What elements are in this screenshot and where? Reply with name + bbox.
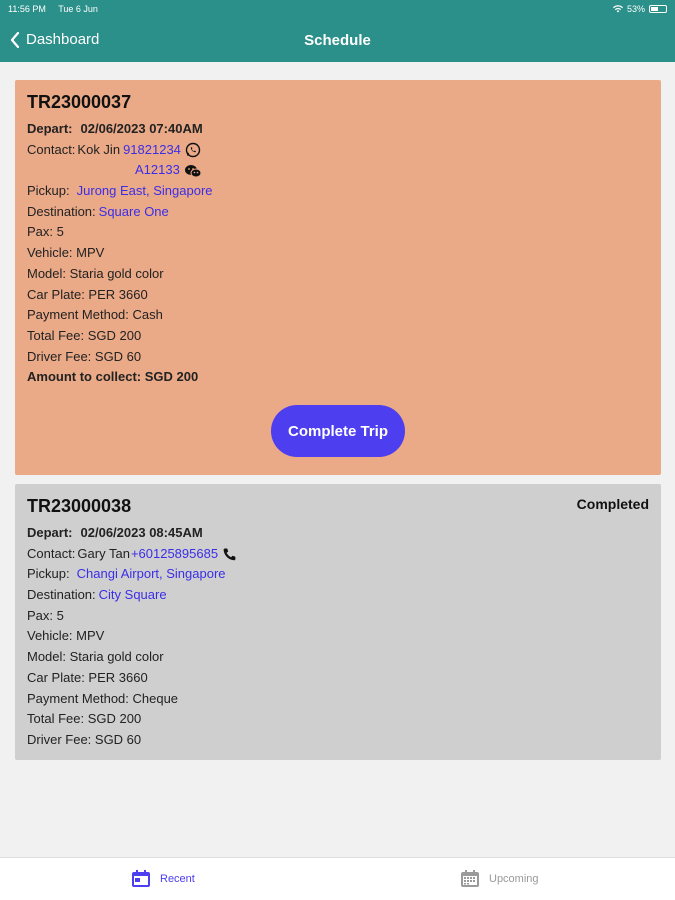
destination-link[interactable]: City Square	[98, 587, 167, 603]
payment-method-text: Payment Method: Cheque	[27, 690, 179, 706]
tab-bar	[0, 857, 675, 900]
depart-label: Depart:	[27, 121, 73, 136]
contact-label: Contact:	[27, 141, 76, 157]
back-label: Dashboard	[26, 31, 100, 48]
pickup-row	[27, 181, 649, 202]
wifi-icon	[613, 5, 623, 13]
phone-icon[interactable]	[222, 547, 237, 562]
wechat-icon[interactable]	[184, 164, 202, 178]
status-date: Tue 6 Jun	[58, 4, 98, 14]
trip-id: TR23000038	[27, 496, 132, 516]
destination-row	[27, 585, 649, 606]
contact-row	[27, 544, 649, 565]
contact-name: Kok Jin	[77, 141, 121, 157]
car-plate-text: Car Plate: PER 3660	[27, 669, 148, 685]
tab-recent-label: Recent	[160, 873, 195, 885]
model-text: Model: Staria gold color	[27, 649, 164, 665]
battery-icon	[649, 5, 667, 13]
vehicle-text: Vehicle: MPV	[27, 628, 105, 644]
trip-card-active	[15, 80, 661, 475]
destination-link[interactable]: Square One	[98, 203, 169, 219]
pickup-link[interactable]: Jurong East, Singapore	[76, 183, 213, 199]
tab-recent[interactable]	[131, 870, 195, 888]
depart-label: Depart:	[27, 525, 73, 540]
status-time: 11:56 PM	[8, 4, 46, 14]
pickup-label: Pickup:	[27, 566, 70, 582]
tab-upcoming-label: Upcoming	[489, 873, 539, 885]
contact-label: Contact:	[27, 545, 76, 561]
pax-text: Pax: 5	[27, 607, 64, 623]
contact-wechat-link[interactable]: A12133	[135, 162, 180, 178]
status-bar	[0, 0, 675, 18]
nav-bar	[0, 18, 675, 62]
contact-phone-link[interactable]: 91821234	[123, 141, 181, 157]
vehicle-text: Vehicle: MPV	[27, 245, 105, 261]
pickup-row	[27, 564, 649, 585]
depart-row	[27, 523, 649, 544]
pickup-label: Pickup:	[27, 183, 70, 199]
whatsapp-icon[interactable]	[185, 142, 201, 158]
complete-trip-button[interactable]: Complete Trip	[271, 405, 405, 457]
battery-percent: 53%	[626, 4, 645, 14]
calendar-grid-icon	[460, 870, 480, 888]
destination-label: Destination:	[27, 203, 96, 219]
payment-method-text: Payment Method: Cash	[27, 307, 163, 323]
car-plate-text: Car Plate: PER 3660	[27, 286, 148, 302]
depart-row	[27, 119, 649, 140]
depart-value: 02/06/2023 07:40AM	[80, 121, 203, 136]
total-fee-text: Total Fee: SGD 200	[27, 327, 142, 343]
driver-fee-text: Driver Fee: SGD 60	[27, 731, 142, 747]
status-badge: Completed	[576, 496, 649, 512]
model-text: Model: Staria gold color	[27, 265, 164, 281]
destination-label: Destination:	[27, 587, 96, 603]
contact-row	[27, 140, 649, 161]
wechat-row	[27, 160, 649, 181]
calendar-icon	[131, 870, 151, 888]
trip-card-completed	[15, 484, 661, 760]
pax-text: Pax: 5	[27, 224, 64, 240]
contact-name: Gary Tan	[77, 545, 130, 561]
amount-to-collect-text: Amount to collect: SGD 200	[27, 369, 199, 385]
pickup-link[interactable]: Changi Airport, Singapore	[76, 566, 226, 582]
total-fee-text: Total Fee: SGD 200	[27, 711, 142, 727]
trip-id: TR23000037	[27, 92, 132, 112]
tab-upcoming[interactable]	[460, 870, 539, 888]
battery-level	[651, 7, 658, 11]
destination-row	[27, 202, 649, 223]
page-title: Schedule	[304, 32, 371, 49]
driver-fee-text: Driver Fee: SGD 60	[27, 348, 142, 364]
contact-phone-link[interactable]: +60125895685	[130, 545, 219, 561]
depart-value: 02/06/2023 08:45AM	[80, 525, 203, 540]
